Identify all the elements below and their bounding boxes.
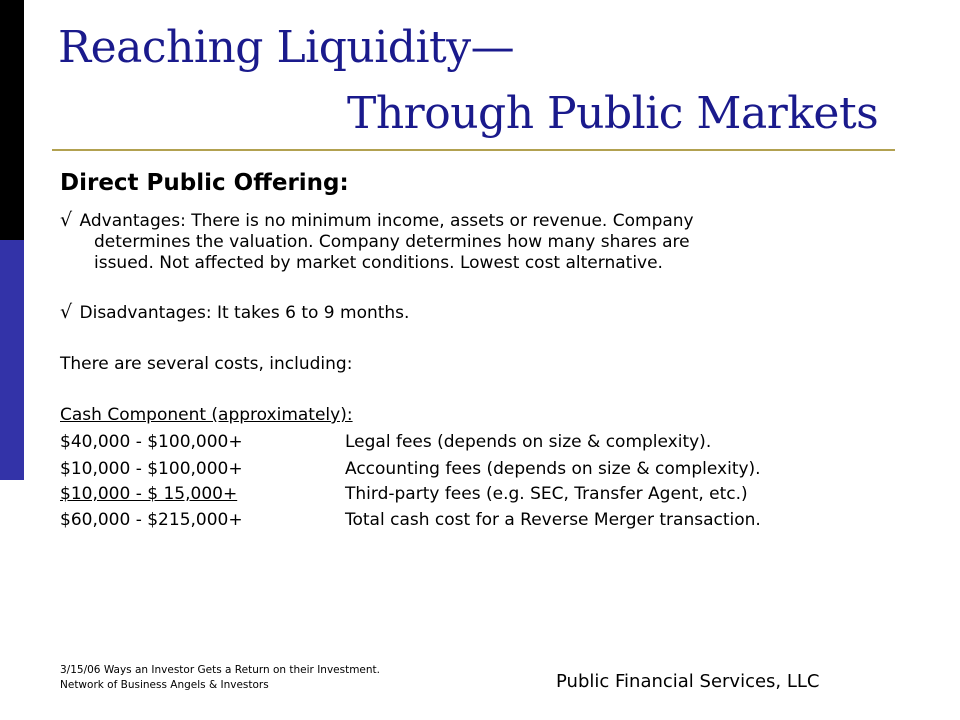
slide-title-line-2: Through Public Markets [347,88,879,139]
advantages-line-1 [60,209,694,231]
check-icon: √ [60,301,73,323]
cost-range-1: $40,000 - $100,000+ [60,432,243,452]
costs-intro: There are several costs, including: [60,354,353,374]
sidebar-white-block [0,480,24,720]
cost-range-total: $60,000 - $215,000+ [60,510,243,530]
sidebar-blue-block [0,240,24,480]
check-icon: √ [60,209,73,231]
cost-description-total: Total cash cost for a Reverse Merger transaction. [345,510,761,530]
section-heading: Direct Public Offering: [60,170,349,196]
cost-description-1: Legal fees (depends on size & complexity). [345,432,712,452]
disadvantages-line [60,301,409,323]
cost-range-2: $10,000 - $100,000+ [60,459,243,479]
cost-description-2: Accounting fees (depends on size & complexity). [345,459,761,479]
disadvantages-text: Disadvantages: It takes 6 to 9 months. [79,303,410,323]
footer-company: Public Financial Services, LLC [556,671,820,692]
cost-description-3: Third-party fees (e.g. SEC, Transfer Agent, etc.) [345,484,748,504]
advantages-line-3: issued. Not affected by market conditions. Lowest cost alternative. [94,253,663,273]
footer-line-1: 3/15/06 Ways an Investor Gets a Return on their Investment. [60,664,381,676]
footer-line-2: Network of Business Angels & Investors [60,679,269,691]
advantages-line-2: determines the valuation. Company determines how many shares are [94,232,690,252]
sidebar-black-block [0,0,24,240]
advantages-text-1: Advantages: There is no minimum income, assets or revenue. Company [79,211,694,231]
cash-component-heading: Cash Component (approximately): [60,405,353,425]
title-divider [52,149,895,151]
slide-title-line-1: Reaching Liquidity— [58,22,515,73]
cost-range-3: $10,000 - $ 15,000+ [60,484,238,504]
